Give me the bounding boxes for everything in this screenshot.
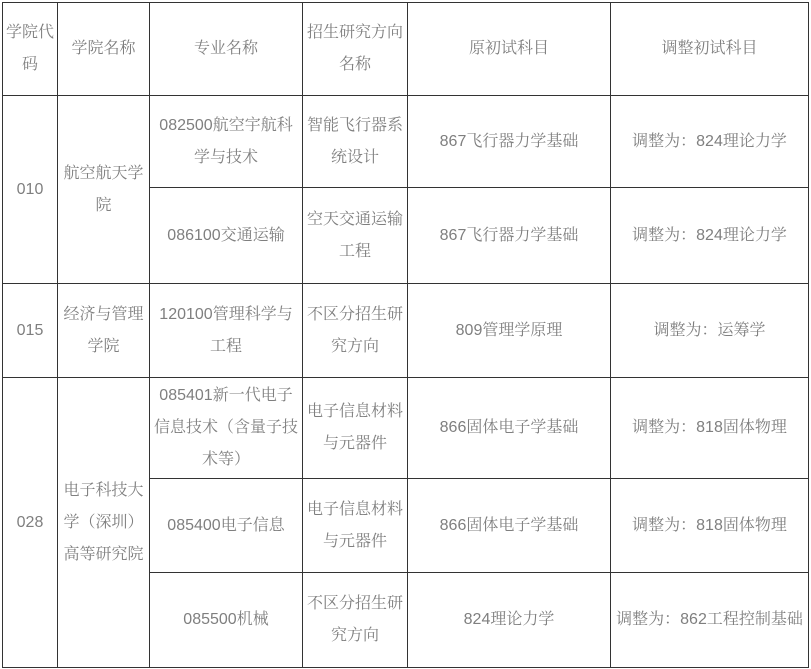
cell-direction: 空天交通运输工程 bbox=[303, 188, 408, 284]
cell-direction: 电子信息材料与元器件 bbox=[303, 378, 408, 479]
cell-major: 086100交通运输 bbox=[150, 188, 303, 284]
cell-original-subject: 866固体电子学基础 bbox=[408, 378, 611, 479]
header-major-name: 专业名称 bbox=[150, 3, 303, 96]
cell-adjusted-subject: 调整为：862工程控制基础 bbox=[611, 573, 809, 668]
cell-major: 085401新一代电子信息技术（含量子技术等） bbox=[150, 378, 303, 479]
cell-direction: 不区分招生研究方向 bbox=[303, 284, 408, 378]
header-college-name: 学院名称 bbox=[58, 3, 150, 96]
cell-adjusted-subject: 调整为：818固体物理 bbox=[611, 378, 809, 479]
header-research-direction: 招生研究方向名称 bbox=[303, 3, 408, 96]
table-row bbox=[3, 378, 809, 479]
cell-major: 120100管理科学与工程 bbox=[150, 284, 303, 378]
header-adjusted-subject: 调整初试科目 bbox=[611, 3, 809, 96]
cell-college-code: 015 bbox=[3, 284, 58, 378]
cell-original-subject: 824理论力学 bbox=[408, 573, 611, 668]
cell-college-name: 航空航天学院 bbox=[58, 96, 150, 284]
cell-direction: 智能飞行器系统设计 bbox=[303, 96, 408, 188]
cell-college-name: 电子科技大学（深圳）高等研究院 bbox=[58, 378, 150, 668]
cell-major: 085500机械 bbox=[150, 573, 303, 668]
cell-adjusted-subject: 调整为：824理论力学 bbox=[611, 188, 809, 284]
cell-original-subject: 867飞行器力学基础 bbox=[408, 96, 611, 188]
cell-college-code: 010 bbox=[3, 96, 58, 284]
table-row bbox=[3, 284, 809, 378]
cell-major: 085400电子信息 bbox=[150, 479, 303, 573]
header-college-code: 学院代码 bbox=[3, 3, 58, 96]
table-row bbox=[3, 96, 809, 188]
cell-adjusted-subject: 调整为：818固体物理 bbox=[611, 479, 809, 573]
cell-direction: 电子信息材料与元器件 bbox=[303, 479, 408, 573]
cell-original-subject: 809管理学原理 bbox=[408, 284, 611, 378]
cell-direction: 不区分招生研究方向 bbox=[303, 573, 408, 668]
cell-original-subject: 867飞行器力学基础 bbox=[408, 188, 611, 284]
cell-major: 082500航空宇航科学与技术 bbox=[150, 96, 303, 188]
cell-adjusted-subject: 调整为：824理论力学 bbox=[611, 96, 809, 188]
cell-college-code: 028 bbox=[3, 378, 58, 668]
cell-adjusted-subject: 调整为：运筹学 bbox=[611, 284, 809, 378]
table-body bbox=[3, 96, 809, 668]
cell-college-name: 经济与管理学院 bbox=[58, 284, 150, 378]
table-header bbox=[3, 3, 809, 96]
exam-subject-adjustment-table bbox=[2, 2, 809, 668]
header-original-subject: 原初试科目 bbox=[408, 3, 611, 96]
header-row bbox=[3, 3, 809, 96]
cell-original-subject: 866固体电子学基础 bbox=[408, 479, 611, 573]
